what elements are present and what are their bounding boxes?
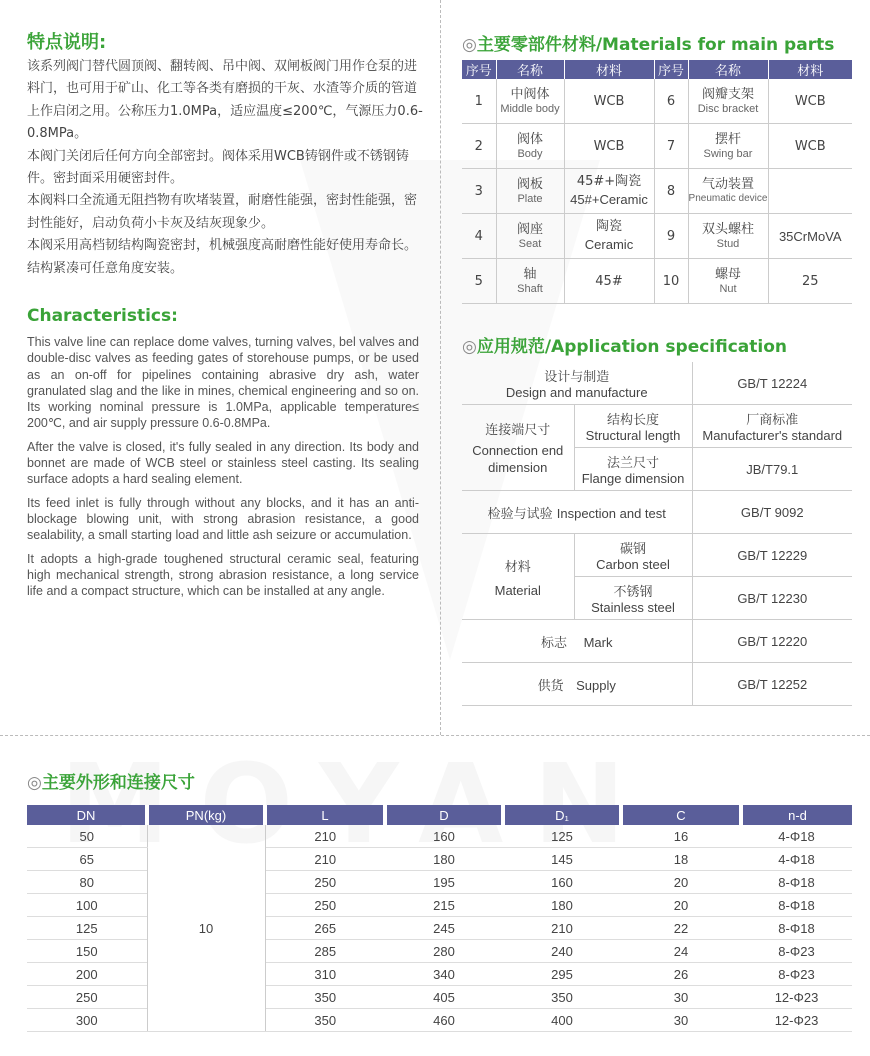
part-material: WCB (768, 79, 852, 124)
spec-sublabel-en: Flange dimension (581, 471, 685, 486)
part-name-cn: 双头螺柱 (701, 221, 754, 237)
part-material: WCB (768, 124, 852, 169)
part-name-cn: 阀座 (516, 221, 543, 237)
spec-value-en: Manufacturer's standard (702, 428, 843, 443)
part-no: 5 (462, 259, 496, 304)
part-name-cn: 螺母 (714, 266, 741, 282)
table-row (462, 214, 852, 259)
d1-cell: 160 (503, 871, 621, 894)
spec-label-cn: 设计与制造 (544, 370, 610, 385)
spec-title-text: 应用规范/Application specification (476, 337, 788, 357)
part-name-cn: 摆杆 (714, 131, 741, 147)
part-name (496, 259, 564, 304)
d-cell: 280 (385, 940, 503, 963)
d1-cell: 145 (503, 848, 621, 871)
spec-value: GB/T 12220 (692, 620, 852, 663)
spec-sublabel-en: Stainless steel (591, 600, 675, 615)
spec-label-en: Design and manufacture (505, 385, 648, 400)
part-no: 9 (654, 214, 688, 259)
d-cell: 340 (385, 963, 503, 986)
characteristics-paragraph: After the valve is closed, it's fully sealed in any direction. Its body and bonnet are made of WCB steel or stainless steel casting. Its sealing surface adopts a hard sealing element. (27, 439, 419, 487)
spec-sublabel-cn: 法兰尺寸 (606, 456, 659, 471)
d1-cell: 180 (503, 894, 621, 917)
parts-header-no: 序号 (654, 60, 688, 79)
column-divider (440, 0, 441, 735)
part-material-cn: 45#+陶瓷 (576, 174, 642, 189)
table-row (462, 405, 852, 448)
nd-cell: 8-Φ18 (741, 917, 852, 940)
features-title: 特点说明: (27, 32, 107, 53)
part-name-en: Plate (517, 192, 543, 205)
spec-sublabel-cn: 结构长度 (606, 413, 659, 428)
part-name-en: Seat (518, 237, 542, 250)
l-cell: 210 (265, 848, 385, 871)
part-material: 35CrMoVA (768, 214, 852, 259)
part-no: 7 (654, 124, 688, 169)
part-material (768, 169, 852, 214)
part-name-en: Nut (719, 282, 737, 295)
part-name-en: Body (517, 147, 543, 160)
spec-label-cn: 供货 (537, 678, 564, 694)
nd-cell: 8-Φ18 (741, 894, 852, 917)
part-no: 8 (654, 169, 688, 214)
c-cell: 30 (621, 986, 741, 1009)
spec-label (462, 620, 692, 663)
spec-table (462, 362, 852, 706)
part-name (688, 259, 768, 304)
part-name-en: Stud (716, 237, 740, 250)
table-row (27, 825, 852, 848)
d-cell: 460 (385, 1009, 503, 1032)
part-name-cn: 阀瓣支架 (701, 86, 754, 102)
part-material-cn: 陶瓷 (595, 219, 622, 234)
part-name (688, 79, 768, 124)
parts-header-row (462, 60, 852, 79)
d1-cell: 350 (503, 986, 621, 1009)
circle-mark-icon: ◎ (462, 35, 477, 55)
part-material: 45# (564, 259, 654, 304)
part-material (564, 169, 654, 214)
nd-cell: 12-Φ23 (741, 1009, 852, 1032)
c-cell: 22 (621, 917, 741, 940)
part-name (496, 214, 564, 259)
table-row (462, 169, 852, 214)
table-row (462, 534, 852, 577)
circle-mark-icon: ◎ (27, 773, 42, 793)
characteristics-paragraph: It adopts a high-grade toughened structural ceramic seal, featuring high mechanical strength, strong abrasion resistance, a long service life and a compact structure, which can be installed at any angle. (27, 551, 419, 599)
spec-value: JB/T79.1 (692, 448, 852, 491)
part-name-cn: 轴 (523, 266, 537, 282)
dims-header-d1: D₁ (503, 805, 621, 825)
c-cell: 30 (621, 1009, 741, 1032)
pn-cell: 10 (147, 825, 265, 1032)
d-cell: 245 (385, 917, 503, 940)
part-name (496, 124, 564, 169)
dims-header-nd: n-d (741, 805, 852, 825)
d-cell: 215 (385, 894, 503, 917)
dn-cell: 50 (27, 825, 147, 848)
spec-label (462, 663, 692, 706)
parts-header-no: 序号 (462, 60, 496, 79)
table-row (462, 124, 852, 169)
spec-section-title (462, 332, 787, 357)
part-name (688, 214, 768, 259)
spec-label (462, 405, 574, 491)
spec-label-en: Inspection and test (556, 505, 666, 521)
spec-label-cn: 标志 (541, 635, 568, 651)
parts-header-material: 材料 (768, 60, 852, 79)
features-text (27, 56, 425, 280)
l-cell: 250 (265, 871, 385, 894)
part-name-cn: 阀体 (516, 131, 543, 147)
part-name-cn: 中阀体 (510, 86, 550, 102)
parts-title-text: 主要零部件材料/Materials for main parts (476, 35, 835, 55)
l-cell: 210 (265, 825, 385, 848)
spec-sublabel-cn: 碳钢 (619, 542, 646, 557)
d1-cell: 125 (503, 825, 621, 848)
part-no: 6 (654, 79, 688, 124)
dims-header-d: D (385, 805, 503, 825)
part-name-en: Shaft (517, 282, 543, 295)
l-cell: 350 (265, 1009, 385, 1032)
features-paragraph: 本阀门关闭后任何方向全部密封。阀体采用WCB铸钢件或不锈钢铸件。密封面采用硬密封件。 (27, 148, 409, 187)
table-row (462, 259, 852, 304)
nd-cell: 12-Φ23 (741, 986, 852, 1009)
part-material: WCB (564, 124, 654, 169)
part-name-cn: 阀板 (516, 176, 543, 192)
part-name-cn: 气动装置 (701, 176, 754, 192)
table-row (462, 491, 852, 534)
spec-label-cn: 材料 (504, 559, 531, 575)
characteristics-paragraph: Its feed inlet is fully through without any blocks, and it has an anti-blockage blowing unit, with strong abrasion resistance, a good sealability, a small starting load and little ash seizure or accumulation. (27, 495, 419, 543)
part-name-en: Disc bracket (697, 102, 759, 115)
spec-label-cn: 连接端尺寸 (485, 423, 551, 438)
spec-sublabel-en: Structural length (585, 428, 681, 443)
dims-title-text: 主要外形和连接尺寸 (41, 773, 195, 793)
d-cell: 195 (385, 871, 503, 894)
spec-label-cn: 检验与试验 (487, 506, 553, 522)
features-paragraph: 本阀采用高档韧结构陶瓷密封，机械强度高耐磨性能好使用寿命长。结构紧凑可任意角度安装。 (27, 238, 418, 276)
part-name (496, 169, 564, 214)
dn-cell: 125 (27, 917, 147, 940)
spec-sublabel (574, 448, 692, 491)
spec-sublabel (574, 534, 692, 577)
spec-value: GB/T 12224 (692, 362, 852, 405)
part-no: 10 (654, 259, 688, 304)
part-material (564, 214, 654, 259)
spec-value: GB/T 12230 (692, 577, 852, 620)
c-cell: 16 (621, 825, 741, 848)
c-cell: 20 (621, 871, 741, 894)
part-name (688, 124, 768, 169)
dn-cell: 100 (27, 894, 147, 917)
spec-label (462, 362, 692, 405)
dims-header-dn: DN (27, 805, 147, 825)
part-no: 3 (462, 169, 496, 214)
d1-cell: 240 (503, 940, 621, 963)
spec-label-en: Connection end dimension (472, 443, 564, 475)
dn-cell: 250 (27, 986, 147, 1009)
spec-sublabel (574, 577, 692, 620)
dn-cell: 300 (27, 1009, 147, 1032)
part-no: 1 (462, 79, 496, 124)
spec-value: GB/T 12252 (692, 663, 852, 706)
l-cell: 250 (265, 894, 385, 917)
spec-label (462, 534, 574, 620)
characteristics-text (27, 334, 419, 606)
part-name (688, 169, 768, 214)
nd-cell: 4-Φ18 (741, 848, 852, 871)
l-cell: 285 (265, 940, 385, 963)
part-material-en: Ceramic (584, 237, 634, 252)
spec-value (692, 405, 852, 448)
nd-cell: 8-Φ18 (741, 871, 852, 894)
section-divider (0, 735, 870, 736)
spec-value-cn: 厂商标准 (746, 413, 799, 428)
d1-cell: 210 (503, 917, 621, 940)
spec-label-en: Mark (583, 634, 613, 650)
spec-value: GB/T 12229 (692, 534, 852, 577)
spec-sublabel-cn: 不锈钢 (613, 585, 653, 600)
characteristics-title: Characteristics: (27, 306, 178, 326)
part-name-en: Swing bar (703, 147, 753, 160)
circle-mark-icon: ◎ (462, 337, 477, 357)
dn-cell: 80 (27, 871, 147, 894)
spec-sublabel-en: Carbon steel (596, 557, 670, 572)
nd-cell: 8-Φ23 (741, 963, 852, 986)
d1-cell: 400 (503, 1009, 621, 1032)
dims-header-l: L (265, 805, 385, 825)
table-row (462, 620, 852, 663)
d1-cell: 295 (503, 963, 621, 986)
dims-header-row (27, 805, 852, 825)
parts-header-material: 材料 (564, 60, 654, 79)
nd-cell: 4-Φ18 (741, 825, 852, 848)
features-paragraph: 本阀料口全流通无阻挡物有吹堵装置，耐磨性能强，密封性能强，密封性能好，启动负荷小卡灰及结灰现象少。 (27, 193, 418, 231)
l-cell: 265 (265, 917, 385, 940)
features-paragraph: 该系列阀门替代圆顶阀、翻转阀、吊中阀、双闸板阀门用作仓泵的进料门，也可用于矿山、化工等各类有磨损的干灰、水渣等介质的管道上作启闭之用。公称压力1.0MPa，适应温度≤200℃，气源压力0.6-0.8MPa。 (27, 59, 423, 142)
part-material-en: 45#+Ceramic (570, 192, 648, 207)
dn-cell: 200 (27, 963, 147, 986)
part-material: WCB (564, 79, 654, 124)
table-row (462, 362, 852, 405)
dimensions-table (27, 805, 852, 1032)
spec-label-en: Supply (576, 677, 616, 693)
d-cell: 405 (385, 986, 503, 1009)
parts-table (462, 60, 852, 304)
part-material: 25 (768, 259, 852, 304)
part-name-en: Pneumatic device (688, 192, 768, 204)
c-cell: 18 (621, 848, 741, 871)
c-cell: 26 (621, 963, 741, 986)
c-cell: 24 (621, 940, 741, 963)
dn-cell: 150 (27, 940, 147, 963)
spec-label (462, 491, 692, 534)
part-no: 2 (462, 124, 496, 169)
c-cell: 20 (621, 894, 741, 917)
dims-header-c: C (621, 805, 741, 825)
parts-header-name: 名称 (496, 60, 564, 79)
part-no: 4 (462, 214, 496, 259)
d-cell: 180 (385, 848, 503, 871)
dn-cell: 65 (27, 848, 147, 871)
spec-label-en: Material (494, 582, 541, 598)
parts-section-title (462, 30, 834, 55)
l-cell: 350 (265, 986, 385, 1009)
characteristics-paragraph: This valve line can replace dome valves, turning valves, bel valves and double-disc valves as feeding gates of storehouse pumps, or be used as an on-off for pipelines containing abrasive dry ash, water granulated slag and the like in mines, chemical engineering and so on. Its working nominal pressure is 1.0MPa, applicable temperature≤ 200℃, and air supply pressure 0.6-0.8MPa. (27, 335, 419, 431)
table-row (462, 79, 852, 124)
parts-header-name: 名称 (688, 60, 768, 79)
d-cell: 160 (385, 825, 503, 848)
part-name (496, 79, 564, 124)
l-cell: 310 (265, 963, 385, 986)
table-row (462, 663, 852, 706)
spec-sublabel (574, 405, 692, 448)
dims-header-pn: PN(kg) (147, 805, 265, 825)
dims-section-title (27, 768, 195, 793)
part-name-en: Middle body (500, 102, 560, 115)
nd-cell: 8-Φ23 (741, 940, 852, 963)
spec-value: GB/T 9092 (692, 491, 852, 534)
